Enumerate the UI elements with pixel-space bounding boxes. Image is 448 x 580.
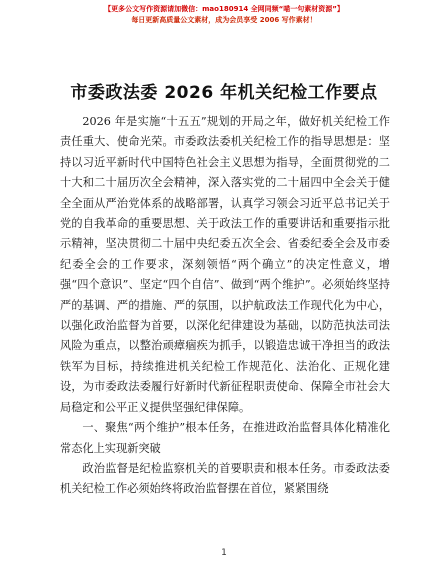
- promo-banner-line2: 每日更新高质量公文素材，成为会员享受 2006 写作素材！: [131, 16, 317, 24]
- promo-banner: [0, 4, 448, 26]
- section-heading-1: 一、聚焦“两个维护”根本任务，在推进政治监督具体化精准化常态化上实现新突破: [60, 421, 390, 455]
- paragraph-intro: 2026 年是实施“十五五”规划的开局之年，做好机关纪检工作责任重大、使命光荣。市委政法委机关纪检工作的指导思想是：坚持以习近平新时代中国特色社会主义思想为指导，全面贯彻党的二十大和二十届历次全会精神，深入落实党的二十届四中全会关于健全全面从严治党体系的战略部署，认真学习领会习近平总书记关于党的自我革命的重要思想、关于政法工作的重要讲话和重要指示批示精神，坚决贯彻二十届中央纪委五次全会、省委纪委全会及市委纪委全会的工作要求，深刻领悟“两个确立”的决定性意义，增强“四个意识”、坚定“四个自信”、做到“两个维护”。必须始终坚持严的基调、严的措施、严的氛围，以护航政法工作现代化为中心，以强化政治监督为首要，以深化纪律建设为基础，以防范执法司法风险为重点，以整治顽瘴痼疾为抓手，以锻造忠诚干净担当的政法铁军为目标，持续推进机关纪检工作规范化、法治化、正规化建设，为市委政法委履行好新时代新征程职责使命、保障全市社会大局稳定和公平正义提供坚强纪律保障。: [60, 115, 390, 414]
- document-body: [60, 112, 390, 500]
- promo-banner-line1: 【更多公文写作资源请加微信：mao180914 全网同频“喵一句素材资源”】: [104, 5, 344, 13]
- paragraph-section-1: 政治监督是纪检监察机关的首要职责和根本任务。市委政法委机关纪检工作必须始终将政治监督摆在首位，紧紧围绕: [60, 461, 390, 496]
- document-title: 市委政法委 2026 年机关纪检工作要点: [70, 83, 378, 103]
- page-number: 1: [221, 548, 227, 558]
